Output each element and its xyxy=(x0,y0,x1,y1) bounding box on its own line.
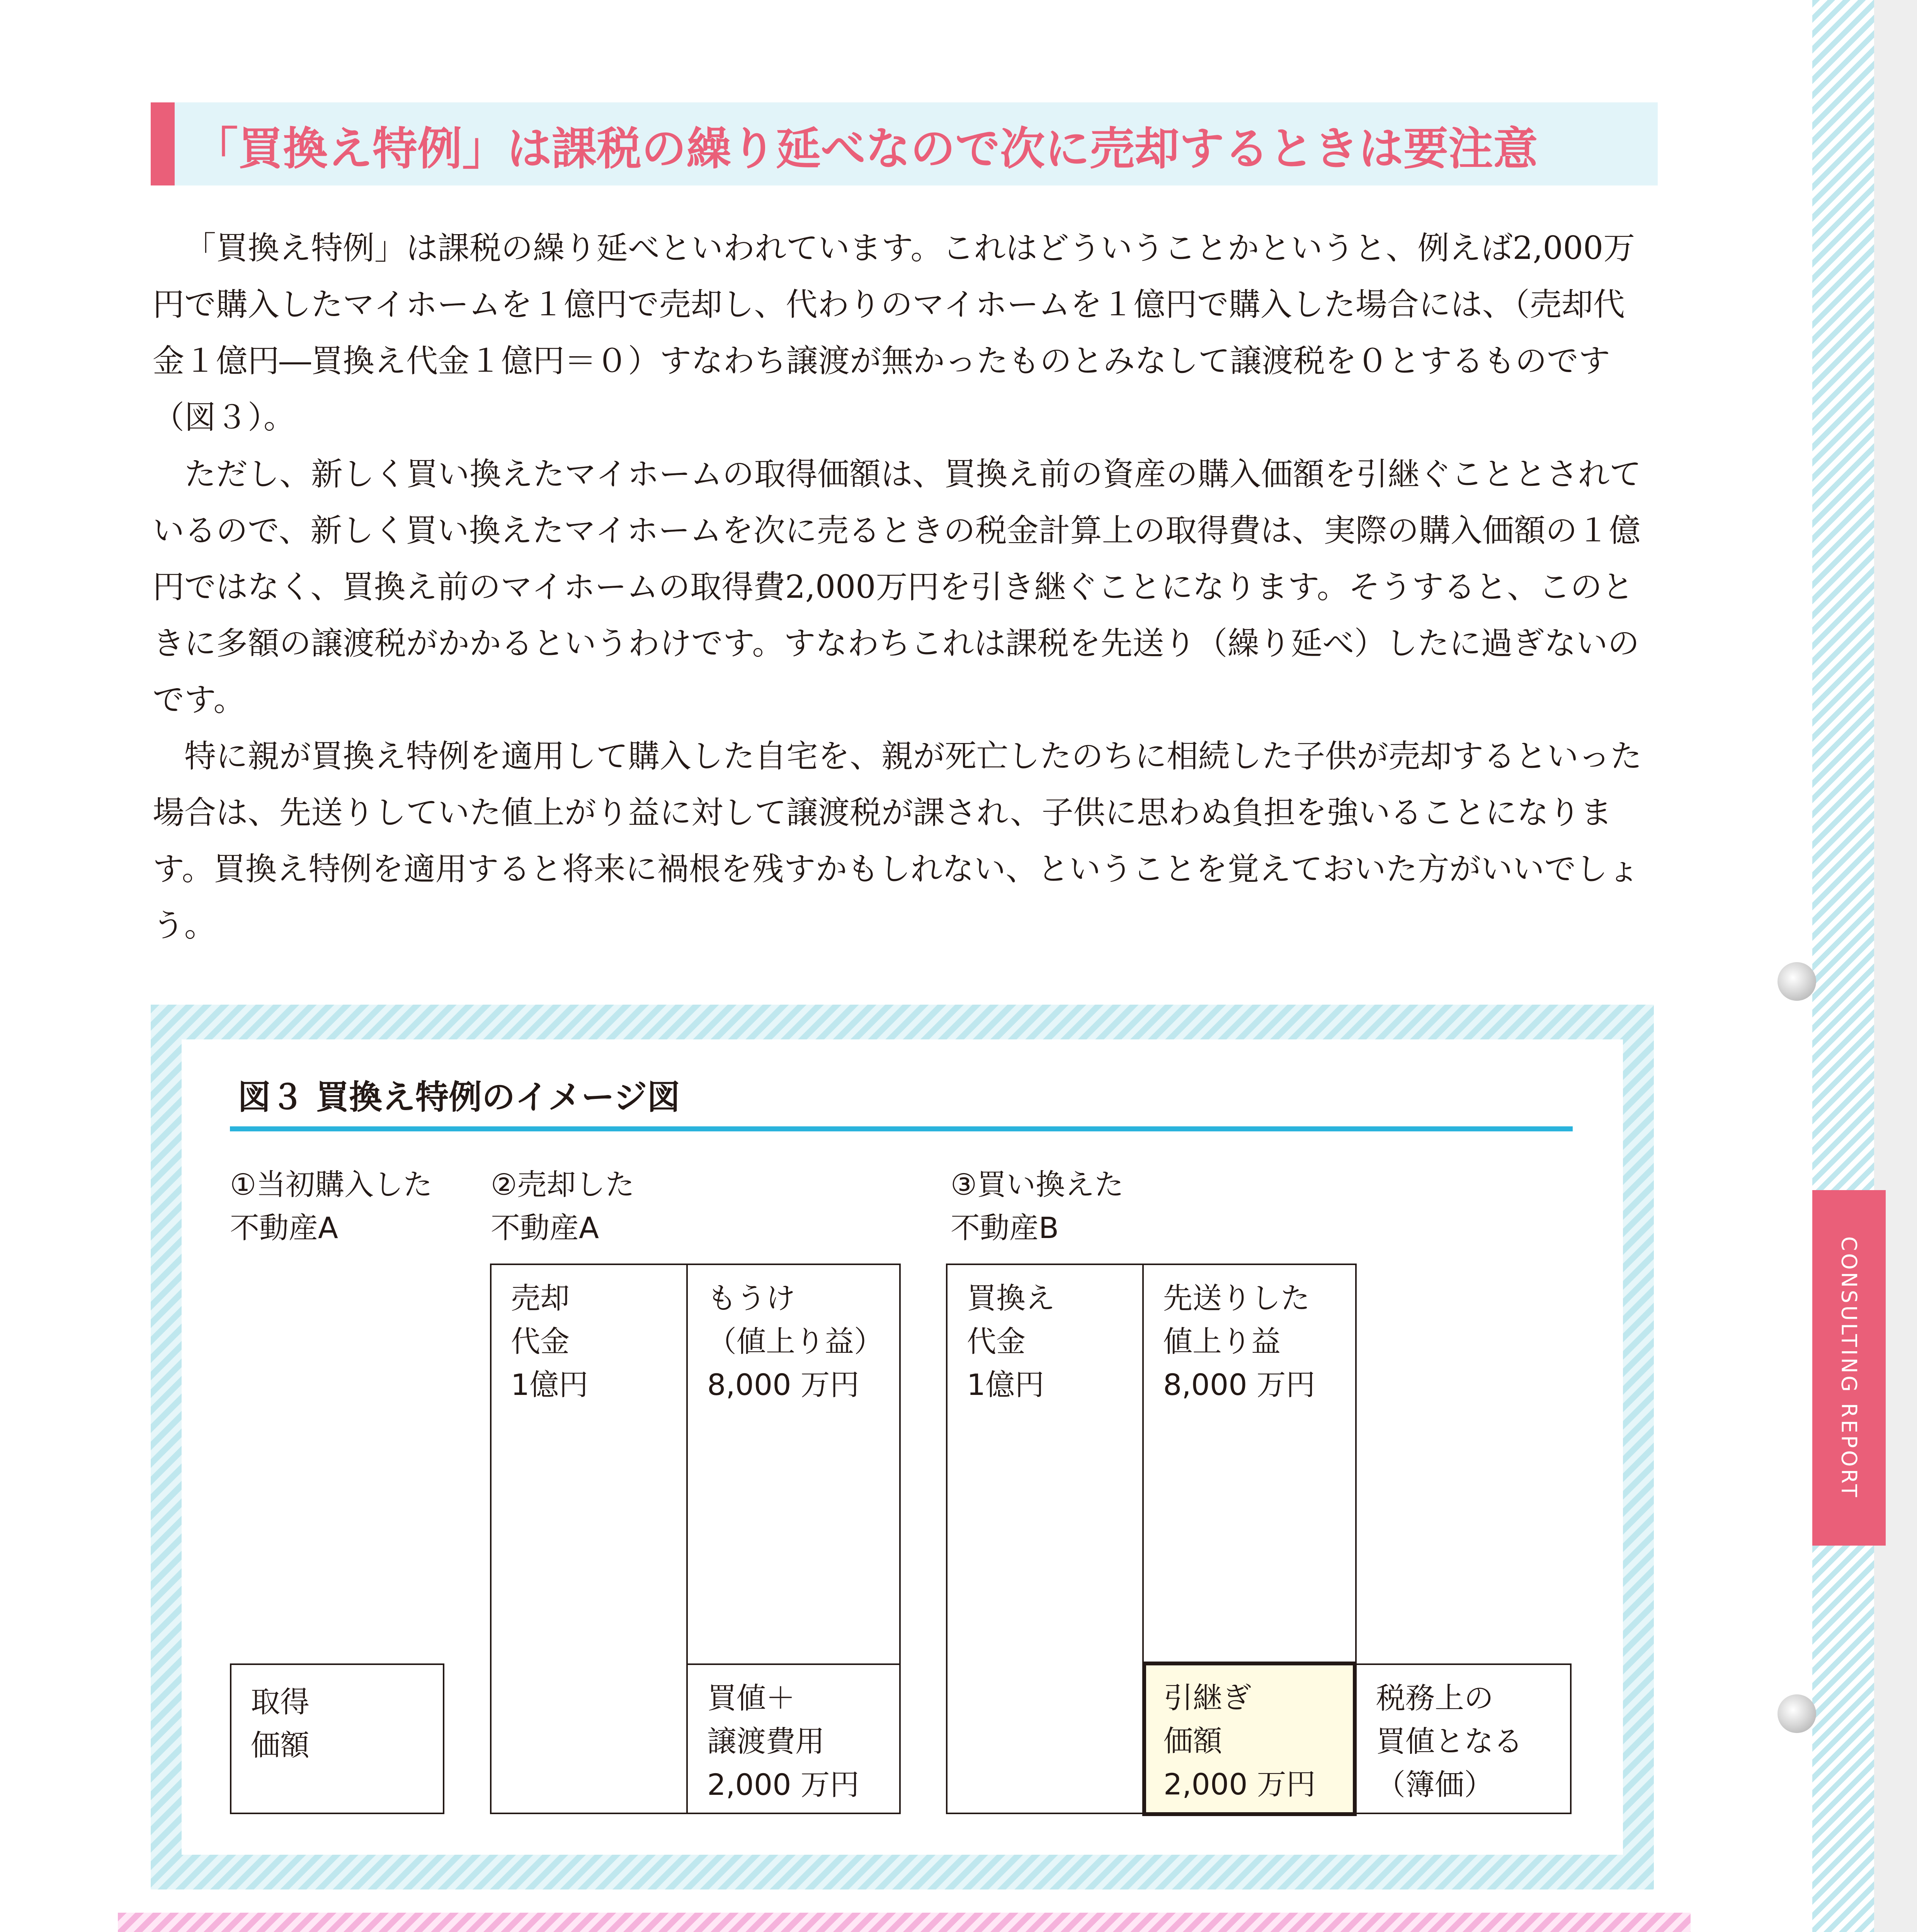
body-paragraph: 特に親が買換え特例を適用して購入した自宅を、親が死亡したのちに相続した子供が売却するといった場合は、先送りしていた値上がり益に対して譲渡税が課され、子供に思わぬ負担を強いることになります。買換え特例を適用すると将来に禍根を残すかもしれない、ということを覚えておいた方がいいでしょう。 xyxy=(153,738,1642,944)
book-value-box xyxy=(1355,1663,1572,1814)
section-heading: 「買換え特例」は課税の繰り延べなので次に売却するときは要注意 xyxy=(193,123,1538,175)
column-heading-sold: ②売却した 不動産A xyxy=(491,1167,635,1245)
profit-box xyxy=(686,1264,901,1665)
sale-proceeds-box xyxy=(490,1264,688,1814)
cost-label: 買値＋ 譲渡費用 2,000 万円 xyxy=(707,1681,859,1802)
handover-value-label: 引継ぎ 価額 2,000 万円 xyxy=(1163,1680,1316,1801)
binder-hole-icon xyxy=(1778,962,1816,1001)
column-heading-original: ①当初購入した 不動産A xyxy=(230,1167,433,1245)
sale-proceeds-label: 売却 代金 1億円 xyxy=(511,1281,589,1402)
edge-margin xyxy=(1874,0,1917,1932)
acquisition-label: 取得 価額 xyxy=(251,1685,310,1762)
figure-title: 図３ 買換え特例のイメージ図 xyxy=(238,1078,680,1117)
figure-title-rule xyxy=(230,1126,1573,1131)
handover-value-box xyxy=(1142,1662,1357,1816)
body-paragraph: 「買換え特例」は課税の繰り延べといわれています。これはどういうことかというと、例えば2,000万円で購入したマイホームを１億円で売却し、代わりのマイホームを１億円で購入した場合には、（売却代金１億円―買換え代金１億円＝０）すなわち譲渡が無かったものとみなして譲渡税を０とするものです（図３）。 xyxy=(153,230,1635,436)
profile-frame xyxy=(118,1913,1691,1932)
side-tab-label: CONSULTING REPORT xyxy=(1837,1236,1861,1500)
heading-accent xyxy=(151,102,175,185)
column-heading-replacement: ③買い換えた 不動産B xyxy=(951,1167,1124,1245)
purchase-price-label: 買換え 代金 1億円 xyxy=(967,1281,1055,1402)
acquisition-box xyxy=(230,1663,444,1814)
deferred-gain-box xyxy=(1142,1264,1357,1665)
binder-hole-icon xyxy=(1778,1694,1816,1733)
body-paragraph: ただし、新しく買い換えたマイホームの取得価額は、買換え前の資産の購入価額を引継ぐこととされているので、新しく買い換えたマイホームを次に売るときの税金計算上の取得費は、実際の購入価額の１億円ではなく、買換え前のマイホームの取得費2,000万円を引き継ぐことになります。そうすると、このときに多額の譲渡税がかかるというわけです。すなわちこれは課税を先送り（繰り延べ）したに過ぎないのです。 xyxy=(153,456,1641,718)
deferred-gain-label: 先送りした 値上り益 8,000 万円 xyxy=(1163,1281,1315,1402)
profit-label: もうけ （値上り益） 8,000 万円 xyxy=(707,1281,883,1402)
cost-box xyxy=(686,1663,901,1814)
purchase-price-box xyxy=(946,1264,1144,1814)
edge-stripe xyxy=(1812,0,1874,1932)
book-value-label: 税務上の 買値となる （簿価） xyxy=(1376,1681,1523,1802)
